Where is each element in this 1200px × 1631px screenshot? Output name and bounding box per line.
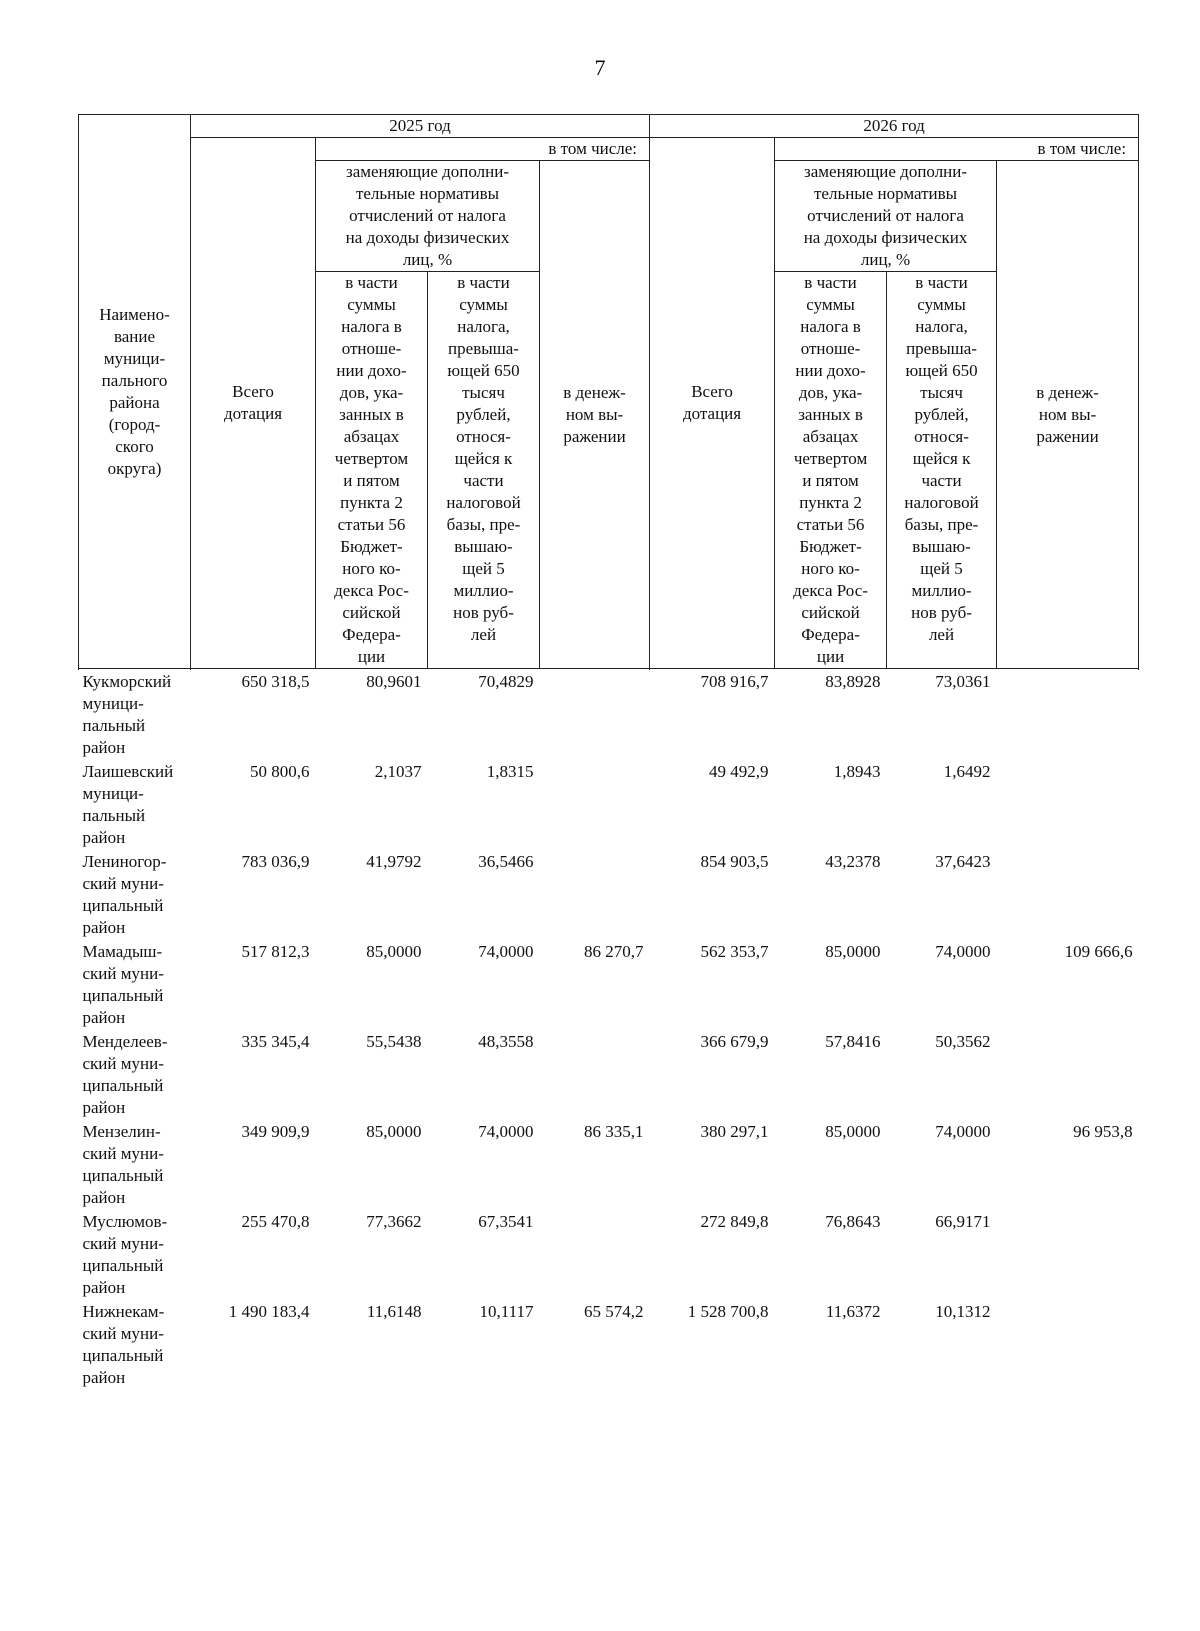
money-2025 xyxy=(540,759,650,849)
norm-part-a-2026: 83,8928 xyxy=(825,671,881,691)
norm-part-b-2025: 10,1117 xyxy=(479,1302,534,1321)
total-2026: 1 528 700,8 xyxy=(687,1302,769,1321)
header-part-b-2025: в части суммы налога, превыша- ющей 650 тысяч рублей, относя- щейся к части налоговой базы, пре- вышаю- щей 5 миллио- нов руб- лей xyxy=(428,272,540,669)
norm-part-a-2026: 85,0000 xyxy=(825,1122,881,1141)
money-2026 xyxy=(997,1209,1139,1299)
money-2026 xyxy=(997,1299,1139,1389)
norm-part-a-2025: 41,9792 xyxy=(366,852,422,871)
norm-part-b-2026: 74,0000 xyxy=(935,1122,991,1141)
money-2025 xyxy=(540,1209,650,1299)
total-2025: 650 318,5 xyxy=(241,672,310,691)
norm-part-a-2026: 57,8416 xyxy=(825,1032,881,1051)
norm-part-a-2025: 2,1037 xyxy=(374,762,422,781)
money-2026 xyxy=(997,669,1139,760)
header-part-a-2025: в части суммы налога в отноше- нии дохо- дов, ука- занных в абзацах четвертом и пятом пункта 2 статьи 56 Бюджет- ного ко- декса Рос- сийской Федера- ции xyxy=(316,272,428,669)
header-year-2026: 2026 год xyxy=(650,115,1139,138)
money-2025: 86 335,1 xyxy=(584,1122,644,1141)
page-number: 7 xyxy=(594,55,606,80)
total-2025: 349 909,9 xyxy=(241,1122,310,1141)
money-2025: 65 574,2 xyxy=(584,1302,644,1321)
norm-part-b-2025: 48,3558 xyxy=(478,1032,534,1051)
norm-part-a-2026: 43,2378 xyxy=(825,852,881,871)
total-2025: 783 036,9 xyxy=(241,852,310,871)
header-including-2025: в том числе: xyxy=(316,138,650,161)
norm-part-a-2025: 11,6148 xyxy=(366,1302,422,1321)
norm-part-b-2026: 1,6492 xyxy=(943,762,991,781)
header-part-b-2026: в части суммы налога, превыша- ющей 650 тысяч рублей, относя- щейся к части налоговой базы, пре- вышаю- щей 5 миллио- нов руб- лей xyxy=(887,272,997,669)
norm-part-a-2026: 85,0000 xyxy=(825,942,881,961)
header-total-2026: Всего дотация xyxy=(650,138,775,669)
norm-part-b-2026: 66,9171 xyxy=(935,1212,991,1231)
header-including-2026: в том числе: xyxy=(775,138,1139,161)
header-part-a-2026: в части суммы налога в отноше- нии дохо- дов, ука- занных в абзацах четвертом и пятом пункта 2 статьи 56 Бюджет- ного ко- декса Рос- сийской Федера- ции xyxy=(775,272,887,669)
subsidy-table xyxy=(78,114,1139,1389)
table-row xyxy=(79,759,1139,849)
district-name: Кукморский муници- пальный район xyxy=(82,672,172,757)
header-year-2025: 2025 год xyxy=(191,115,650,138)
money-2026: 96 953,8 xyxy=(1073,1122,1133,1141)
table-row xyxy=(79,939,1139,1029)
money-2026 xyxy=(997,1029,1139,1119)
money-2026 xyxy=(997,849,1139,939)
total-2026: 49 492,9 xyxy=(709,762,769,781)
header-money-2025: в денеж- ном вы- ражении xyxy=(540,161,650,669)
norm-part-b-2025: 70,4829 xyxy=(478,671,534,691)
table-row xyxy=(79,669,1139,760)
norm-part-b-2025: 67,3541 xyxy=(478,1212,534,1231)
district-name: Мамадыш- ский муни- ципальный район xyxy=(82,942,164,1027)
norm-part-a-2025: 77,3662 xyxy=(366,1212,422,1231)
total-2025: 517 812,3 xyxy=(241,942,310,961)
header-replacing-2026: заменяющие дополни- тельные нормативы отчислений от налога на доходы физических лиц, % xyxy=(775,161,997,272)
norm-part-b-2026: 73,0361 xyxy=(935,671,991,691)
table-row xyxy=(79,1299,1139,1389)
total-2025: 50 800,6 xyxy=(250,762,310,781)
table-row xyxy=(79,1029,1139,1119)
district-name: Муслюмов- ский муни- ципальный район xyxy=(82,1212,168,1297)
total-2025: 1 490 183,4 xyxy=(228,1302,310,1321)
header-replacing-2025: заменяющие дополни- тельные нормативы отчислений от налога на доходы физических лиц, % xyxy=(316,161,540,272)
norm-part-a-2025: 80,9601 xyxy=(366,671,422,691)
total-2026: 708 916,7 xyxy=(700,672,769,691)
header-total-2025: Всего дотация xyxy=(191,138,316,669)
total-2025: 335 345,4 xyxy=(241,1032,310,1051)
norm-part-b-2025: 74,0000 xyxy=(478,1122,534,1141)
money-2025: 86 270,7 xyxy=(584,942,644,961)
norm-part-a-2026: 76,8643 xyxy=(825,1212,881,1231)
district-name: Менделеев- ский муни- ципальный район xyxy=(82,1032,168,1117)
norm-part-a-2026: 11,6372 xyxy=(825,1302,881,1321)
norm-part-b-2025: 74,0000 xyxy=(478,942,534,961)
table-row xyxy=(79,849,1139,939)
money-2025 xyxy=(540,669,650,760)
norm-part-a-2025: 85,0000 xyxy=(366,1122,422,1141)
money-2025 xyxy=(540,849,650,939)
total-2026: 854 903,5 xyxy=(700,852,769,871)
table-header xyxy=(79,115,1139,669)
norm-part-b-2026: 37,6423 xyxy=(935,852,991,871)
norm-part-b-2025: 36,5466 xyxy=(478,852,534,871)
norm-part-b-2026: 10,1312 xyxy=(935,1302,991,1321)
district-name: Мензелин- ский муни- ципальный район xyxy=(82,1122,164,1207)
total-2026: 366 679,9 xyxy=(700,1032,769,1051)
district-name: Лаишевский муници- пальный район xyxy=(82,762,174,847)
total-2026: 562 353,7 xyxy=(700,942,769,961)
norm-part-b-2026: 50,3562 xyxy=(935,1032,991,1051)
norm-part-a-2026: 1,8943 xyxy=(833,762,881,781)
norm-part-a-2025: 55,5438 xyxy=(366,1032,422,1051)
money-2026 xyxy=(997,759,1139,849)
total-2026: 272 849,8 xyxy=(700,1212,769,1231)
table-body xyxy=(79,669,1139,1390)
header-name-column: Наимено- вание муници- пального района (город- ского округа) xyxy=(79,115,191,669)
total-2025: 255 470,8 xyxy=(241,1212,310,1231)
money-2025 xyxy=(540,1029,650,1119)
norm-part-b-2026: 74,0000 xyxy=(935,942,991,961)
table-row xyxy=(79,1209,1139,1299)
norm-part-b-2025: 1,8315 xyxy=(486,762,534,781)
district-name: Нижнекам- ский муни- ципальный район xyxy=(82,1302,165,1387)
table-row xyxy=(79,1119,1139,1209)
norm-part-a-2025: 85,0000 xyxy=(366,942,422,961)
header-money-2026: в денеж- ном вы- ражении xyxy=(997,161,1139,669)
money-2026: 109 666,6 xyxy=(1064,942,1133,961)
district-name: Лениногор- ский муни- ципальный район xyxy=(82,852,167,937)
total-2026: 380 297,1 xyxy=(700,1122,769,1141)
